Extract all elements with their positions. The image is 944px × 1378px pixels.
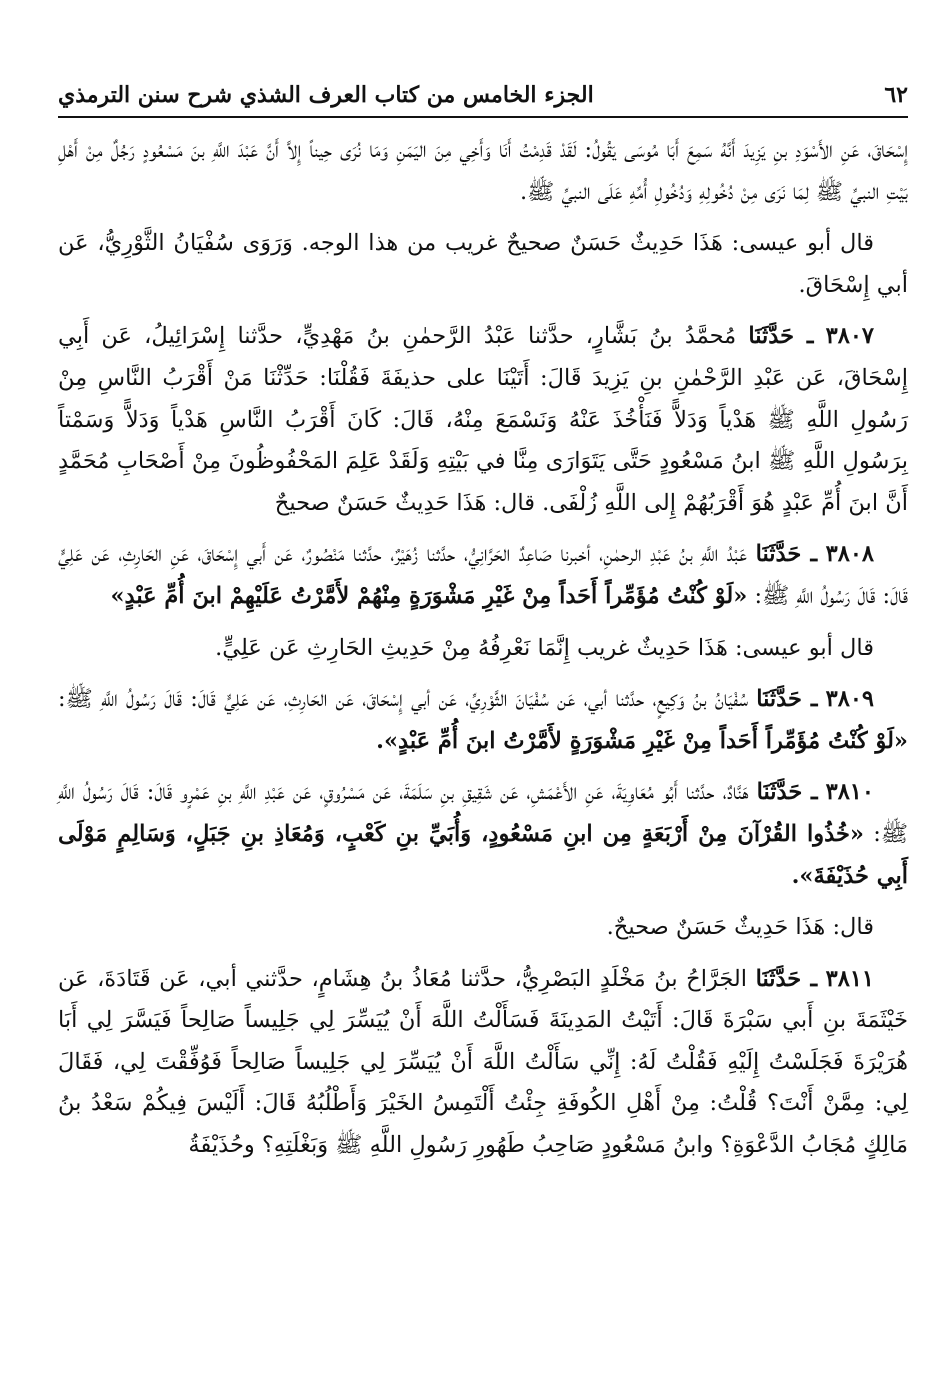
hadith-3810 [58, 772, 908, 897]
paragraph-commentary [58, 223, 908, 306]
haddathana-word: حَدَّثَنَا [748, 323, 795, 350]
hadith-text: مُحمَّدُ بنُ بَشَّارٍ، حدَّثنا عَبْدُ الرَّحمٰنِ بنُ مَهْدِيٍّ، حدَّثنا إِسْرَائِيلُ، عَن أَبِي إِسْحَاقَ، عَن عَبْدِ الرَّحْمٰنِ بنِ يَزِيدَ قَالَ: أَتَيْنَا على حذيفَةَ فَقُلْنَا: حَدِّثْنَا مَنْ أَقْرَبُ النَّاسِ مِنْ رَسُولِ اللَّهِ ﷺ هَدْياً وَدَلاًّ فَنَأْخُذَ عَنْهُ وَنَسْمَعَ مِنْهُ، قَالَ: كَانَ أَقْرَبُ النَّاسِ هَدْياً وَدَلاًّ وَسَمْتاً بِرَسُولِ اللَّهِ ﷺ ابنُ مَسْعُودٍ حَتَّى يَتَوَارَى مِنَّا في بَيْتِهِ وَلَقَدْ عَلِمَ المَحْفُوظُونَ مِنْ أَصْحَابِ مُحَمَّدٍ أَنَّ ابنَ أُمِّ عَبْدٍ هُوَ أَقْرَبُهُمْ إِلى اللَّهِ زُلْفَى. قال: هَذَا حَدِيثٌ حَسَنٌ صحيحٌ [58, 323, 908, 516]
hadith-3807 [58, 316, 908, 524]
hadith-dash: ـ [801, 686, 818, 713]
hadith-number: ٣٨٠٨ [825, 541, 875, 568]
hadith-text: الجَرَّاحُ بنُ مَخْلَدٍ البَصْرِيُّ، حدَّثنا مُعَاذُ بنُ هِشَامٍ، حدَّثني أبي، عَن قَتَادَةَ، عَن خَيْثَمَةَ بنِ أَبي سَبْرَةَ قَالَ: أَتَيْتُ المَدِينَةَ فَسَأَلْتُ اللَّهَ أَنْ يُيَسِّرَ لِي جَلِيساً صَالِحاً فَيَسَّرَ لِي أَبَا هُرَيْرَةَ فَجَلَسْتُ إِلَيْهِ فَقُلْتُ لَهُ: إِنِّي سَأَلْتُ اللَّهَ أَنْ يُيَسِّرَ لِي جَلِيساً صَالِحاً فَوُفِّقْتَ لِي، فَقَالَ لِي: مِمَّنْ أَنْتَ؟ قُلْتُ: مِنْ أَهْلِ الكُوفَةِ جِئْتُ أَلْتَمِسُ الخَيْرَ وَأَطْلُبُهُ قَالَ: أَلَيْسَ فِيكُمْ سَعْدُ بنُ مَالِكٍ مُجَابُ الدَّعْوَةِ؟ وابنُ مَسْعُودٍ صَاحِبُ طَهُورِ رَسُولِ اللَّهِ ﷺ وَبَغْلَتِهِ؟ وحُذَيْفَةُ [58, 965, 908, 1159]
hadith-matn: «خُذُوا القُرْآنَ مِنْ أَرْبَعَةٍ مِن ابنِ مَسْعُودٍ، وَأُبَيِّ بنِ كَعْبٍ، وَمُعَاذِ بنِ جَبَلٍ، وَسَالِمٍ مَوْلَى أَبِي حُذَيْفَةَ». [58, 820, 908, 889]
paragraph-commentary [58, 907, 908, 949]
hadith-3809 [58, 679, 908, 762]
book-page [58, 66, 908, 1366]
paragraph-commentary [58, 628, 908, 670]
book-title: الجزء الخامس من كتاب العرف الشذي شرح سنن الترمذي [58, 82, 594, 108]
hadith-number: ٣٨٠٩ [825, 686, 874, 713]
haddathana-word: حَدَّثَنَا [755, 541, 802, 568]
running-header [58, 66, 908, 110]
haddathana-word: حَدَّثَنَا [756, 686, 802, 713]
page-number: ٦٢ [884, 82, 908, 108]
paragraph-text: قال: هَذَا حَدِيثٌ حَسَنٌ صحيحٌ. [606, 914, 874, 941]
paragraph-text: قال أبو عيسى: هَذَا حَدِيثٌ حَسَنٌ صحيحٌ غريب من هذا الوجه. وَرَوَى سُفْيَانُ الثَّوْرِيُّ، عَن أبي إِسْحَاقَ. [58, 230, 908, 298]
hadith-number: ٣٨١١ [825, 965, 875, 992]
hadith-dash: ـ [801, 965, 818, 992]
hadith-dash: ـ [802, 779, 818, 806]
paragraph-text: إِسْحَاقَ، عَنِ الأَسْوَدِ بنِ يَزِيدَ أَنَّهُ سَمِعَ أَبَا مُوسَى يَقُولُ: لَقَدْ قَدِمْتُ أَنَا وَأَخِي مِنَ اليَمَنِ وَمَا نُرَى حِيناً إِلاَّ أَنَّ عَبْدَ اللَّهِ بنَ مَسْعُودٍ رَجُلٌ مِنْ أَهْلِ بَيْتِ النبيِّ ﷺ لِمَا نَرَى مِنْ دُخُولِهِ وَدُخُولِ أُمِّهِ عَلَى النبيِّ ﷺ. [58, 137, 908, 205]
hadith-3808 [58, 534, 908, 617]
hadith-dash: ـ [794, 323, 814, 350]
hadith-text: سُفْيَانُ بنُ وَكِيعٍ، حدَّثنا أبي، عَن سُفْيَانَ الثَّوْرِيِّ، عَن أبي إِسْحَاقَ، عَن الحَارِثِ، عَن عَلِيٍّ قَالَ: قَالَ رَسُولُ اللَّهِ ﷺ: [58, 686, 749, 713]
page-body [58, 130, 908, 1167]
paragraph-continuation [58, 130, 908, 213]
haddathana-word: حَدَّثَنَا [756, 779, 803, 806]
header-rule [58, 116, 908, 118]
hadith-matn: «لَوْ كُنْتُ مُؤَمِّراً أَحَداً مِنْ غَيْرِ مَشْوَرَةٍ مِنْهُمْ لأَمَّرْتُ عَلَيْهِمْ ابنَ أُمِّ عَبْدٍ» [110, 582, 748, 609]
paragraph-text: قال أبو عيسى: هَذَا حَدِيثٌ غريب إِنَّمَا نَعْرِفُهُ مِنْ حَدِيثِ الحَارِثِ عَن عَلِيٍّ. [215, 634, 874, 661]
hadith-text: عَبْدُ اللَّهِ بنُ عَبْدِ الرحمٰنِ، أخبرنا صَاعِدٌ الحَرَّانِيُّ، حدَّثنا زُهَيْرٌ، حدَّثنا مَنْصُورٌ، عَن أَبي إِسْحَاقَ، عَنِ الحَارِثِ، عَن عَلِيٍّ قَالَ: قَالَ رَسُولُ اللَّهِ ﷺ: [58, 541, 908, 609]
hadith-3811 [58, 959, 908, 1167]
hadith-matn: «لَوْ كُنْتُ مُؤَمِّراً أَحَداً مِنْ غَيْرِ مَشْوَرَةٍ لأَمَّرْتُ ابنَ أُمِّ عَبْدٍ». [376, 727, 908, 754]
hadith-number: ٣٨١٠ [825, 779, 874, 806]
hadith-dash: ـ [801, 541, 818, 568]
haddathana-word: حَدَّثَنَا [755, 965, 802, 992]
hadith-text: هَنَّادٌ، حدَّثنا أَبُو مُعَاوِيَةَ، عَنِ الأَعْمَشِ، عَن شَقِيقِ بنِ سَلَمَةَ، عَن مَسْرُوقٍ، عَن عَبْدِ اللَّهِ بنِ عَمْرٍو قَالَ: قَالَ رَسُولُ اللَّهِ ﷺ: [58, 779, 909, 847]
hadith-number: ٣٨٠٧ [825, 323, 874, 350]
